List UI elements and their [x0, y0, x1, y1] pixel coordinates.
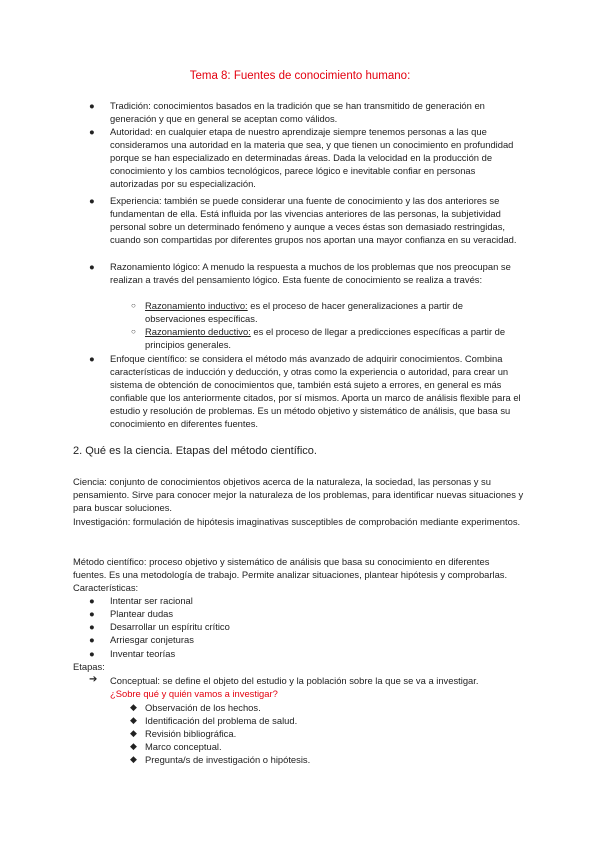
diamond-bullet-icon: ◆	[130, 741, 137, 751]
page-title: Tema 8: Fuentes de conocimiento humano:	[189, 70, 411, 82]
caracteristica-item: Inventar teorías	[110, 648, 176, 659]
paso-item: Observación de los hechos.	[145, 702, 261, 713]
bullet-icon: ●	[89, 608, 95, 619]
bullet-icon: ●	[89, 100, 95, 111]
source-item: Razonamiento lógico: A menudo la respuesta a muchos de los problemas que nos preocupan se realizan a través del pensamiento lógico. Esta fuente de conocimiento se realiza a través:	[110, 261, 511, 286]
bullet-icon: ●	[89, 634, 95, 645]
arrow-right-icon: ➔	[89, 674, 98, 685]
bullet-icon: ●	[89, 195, 95, 206]
caracteristica-item: Plantear dudas	[110, 608, 174, 619]
bullet-icon: ●	[89, 126, 95, 137]
metodo-paragraph: Método científico: proceso objetivo y sistemático de análisis que basa su conocimiento en diferentes fuentes. Es una metodología de trabajo. Permite analizar situaciones, plantear hipótesis y comprobarlas. Características:	[73, 556, 508, 594]
conceptual-item: Conceptual: se define el objeto del estudio y la población sobre la que se va a investigar.	[110, 675, 479, 686]
paso-item: Identificación del problema de salud.	[145, 715, 298, 726]
diamond-bullet-icon: ◆	[130, 728, 137, 738]
caracteristica-item: Desarrollar un espíritu crítico	[110, 621, 230, 632]
source-item: Autoridad: en cualquier etapa de nuestro aprendizaje siempre tenemos personas a las que consideramos una autoridad en la materia que sea, y que tienen un conocimiento en profundidad porque se han especializado en determinadas áreas. Dada la velocidad en la producción de conocimiento y los cambios tecnológicos, parece lógico e inevitable confiar en personas autorizadas por su especialización.	[110, 126, 514, 190]
circle-bullet-icon: ○	[131, 327, 136, 336]
etapas-label: Etapas:	[73, 661, 105, 672]
bullet-icon: ●	[89, 261, 95, 272]
bullet-icon: ●	[89, 595, 95, 606]
circle-bullet-icon: ○	[131, 301, 136, 310]
paso-item: Pregunta/s de investigación o hipótesis.	[145, 754, 311, 765]
diamond-bullet-icon: ◆	[130, 702, 137, 712]
ciencia-paragraph: Ciencia: conjunto de conocimientos objetivos acerca de la naturaleza, la sociedad, las personas y su pensamiento. Sirve para conocer mejor la naturaleza de los problemas, para identificar nuevas situaciones y para buscar soluciones.	[73, 476, 524, 514]
caracteristica-item: Arriesgar conjeturas	[110, 634, 194, 645]
paso-item: Marco conceptual.	[145, 741, 222, 752]
question-text: ¿Sobre qué y quién vamos a investigar?	[110, 688, 278, 699]
reasoning-item: Razonamiento inductivo: es el proceso de hacer generalizaciones a partir de observaciones específicas.	[145, 300, 463, 325]
section-heading: 2. Qué es la ciencia. Etapas del método científico.	[73, 445, 317, 457]
caracteristica-item: Intentar ser racional	[110, 595, 193, 606]
investigacion-paragraph: Investigación: formulación de hipótesis imaginativas susceptibles de comprobación mediante experimentos.	[73, 516, 521, 527]
source-item: Enfoque científico: se considera el método más avanzado de adquirir conocimientos. Combina características de inducción y deducción, y otras como la experiencia o autoridad, para crear un sistema de obtención de conocimientos que, también está sujeto a errores, en general es más confiable que los anteriormente citados, por sí mismos. Aporta un marco de análisis flexible para el estudio y resolución de problemas. Es un método objetivo y sistemático de análisis, que basa su conocimiento en diferentes fuentes.	[110, 353, 521, 430]
diamond-bullet-icon: ◆	[130, 754, 137, 764]
diamond-bullet-icon: ◆	[130, 715, 137, 725]
reasoning-item: Razonamiento deductivo: es el proceso de llegar a predicciones específicas a partir de principios generales.	[145, 326, 506, 351]
bullet-icon: ●	[89, 353, 95, 364]
paso-item: Revisión bibliográfica.	[145, 728, 237, 739]
source-item: Tradición: conocimientos basados en la tradición que se han transmitido de generación en generación y que en general se aceptan como válidos.	[110, 100, 485, 125]
source-item: Experiencia: también se puede considerar una fuente de conocimiento y las dos anteriores se fundamentan de ella. Está influida por las vivencias anteriores de las personas, la subjetividad personal sobre un determinado fenómeno y aunque a veces éstas son demasiado restringidas, cuando son compartidas por diferentes grupos nos aportan una mayor confianza en su veracidad.	[110, 195, 517, 246]
bullet-icon: ●	[89, 621, 95, 632]
bullet-icon: ●	[89, 648, 95, 659]
